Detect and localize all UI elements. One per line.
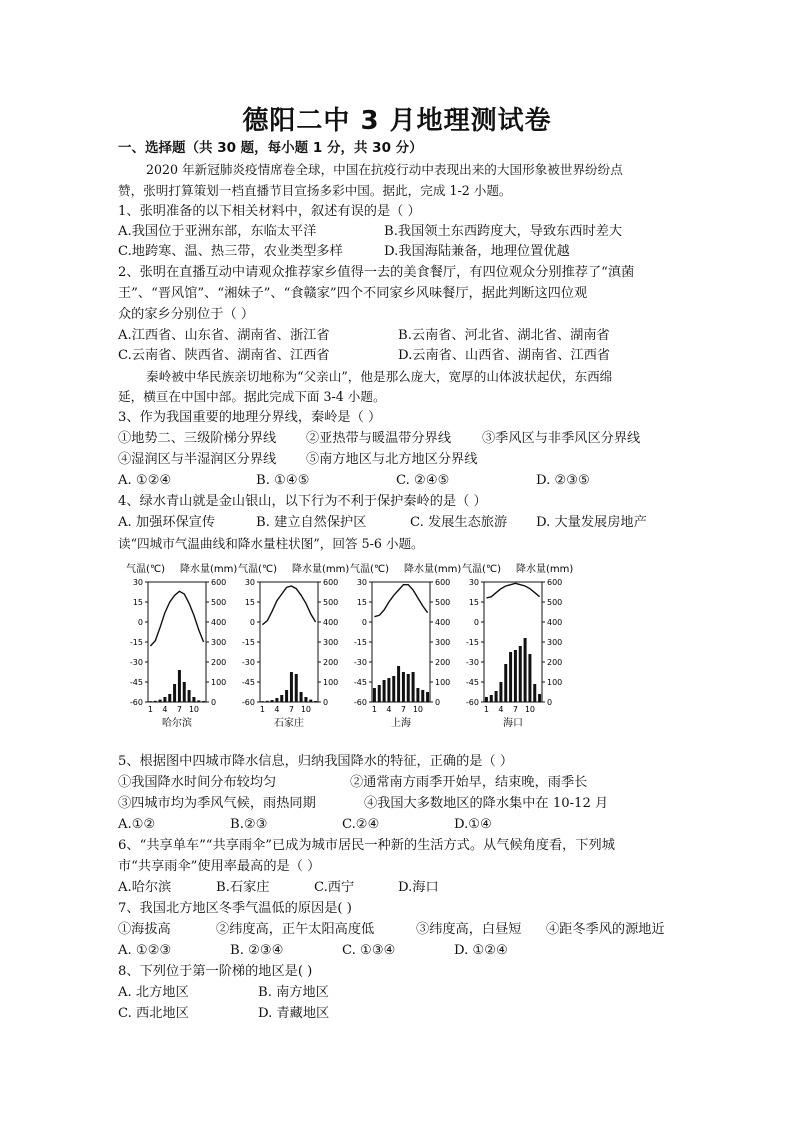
question-5-options: [118, 815, 678, 835]
precipitation-bar: [392, 676, 395, 702]
question-3-stem: 3、作为我国重要的地理分界线，秦岭是（ ）: [118, 410, 382, 425]
precipitation-bar: [309, 700, 312, 702]
question-6-stem-cont: 市“共享雨伞”使用率最高的是（ ）: [118, 859, 321, 874]
option-d[interactable]: D.海口: [398, 880, 439, 895]
precipitation-bar: [266, 701, 269, 702]
question-3-statements-row2: [118, 450, 678, 470]
question-2-options-row2: [118, 346, 678, 366]
option-c[interactable]: C.②④: [342, 817, 380, 832]
precipitation-bar: [509, 652, 512, 702]
option-b[interactable]: B.云南省、河北省、湖北省、湖南省: [398, 328, 610, 343]
climate-chart-3: [350, 562, 461, 729]
precipitation-tick-label: 200: [323, 658, 339, 667]
precipitation-bar: [504, 664, 507, 702]
precipitation-bar: [387, 678, 390, 702]
question-3-options: [118, 471, 678, 491]
month-tick-label: 10: [412, 705, 424, 714]
statement-1: ①地势二、三级阶梯分界线: [118, 431, 277, 446]
plot-frame: [372, 582, 430, 702]
precipitation-tick-label: 0: [435, 698, 441, 707]
precipitation-tick-label: 300: [211, 638, 227, 647]
precipitation-bar: [490, 695, 493, 702]
option-a[interactable]: A. ①②④: [118, 473, 172, 488]
temperature-tick-label: -15: [465, 638, 479, 647]
intro-paragraph-1: 2020 年新冠肺炎疫情席卷全球，中国在抗疫行动中表现出来的大国形象被世界纷纷点: [146, 162, 623, 177]
precipitation-bar: [154, 701, 157, 702]
option-d[interactable]: D. ②③⑤: [536, 473, 590, 488]
statement-2: ②亚热带与暖温带分界线: [306, 431, 452, 446]
intro-paragraph-1-cont: 赞，张明打算策划一档直播节目宣扬多彩中国。据此，完成 1-2 小题。: [118, 183, 512, 198]
precipitation-bar: [407, 674, 410, 702]
question-1-stem: 1、张明准备的以下相关材料中，叙述有误的是（ ）: [118, 204, 421, 219]
option-a[interactable]: A. 加强环保宣传: [118, 515, 216, 530]
axis-label-precipitation: 降水量(mm): [180, 564, 238, 575]
intro-paragraph-2-cont: 延，横亘在中国中部。据此完成下面 3-4 小题。: [118, 389, 386, 404]
month-tick-label: 7: [400, 705, 406, 714]
question-2-stem-cont2: 众的家乡分别位于（ ）: [118, 307, 255, 322]
option-b[interactable]: B. 南方地区: [258, 985, 329, 1000]
option-c[interactable]: C.云南省、陕西省、湖南省、江西省: [118, 348, 330, 363]
month-tick-label: 4: [498, 705, 504, 714]
section-heading: 一、选择题（共 30 题，每小题 1 分，共 30 分）: [118, 140, 423, 156]
option-d[interactable]: D. 大量发展房地产: [536, 515, 647, 530]
precipitation-tick-label: 200: [435, 658, 451, 667]
precipitation-tick-label: 100: [547, 678, 563, 687]
month-tick-label: 4: [274, 705, 280, 714]
precipitation-bar: [163, 697, 166, 702]
month-tick-label: 1: [371, 705, 377, 714]
climate-charts: [120, 560, 574, 735]
month-tick-label: 1: [259, 705, 265, 714]
option-a[interactable]: A.我国位于亚洲东部，东临太平洋: [118, 224, 317, 239]
precipitation-tick-label: 0: [323, 698, 329, 707]
temperature-tick-label: 30: [468, 578, 479, 587]
axis-label-temperature: 气温(℃): [462, 564, 502, 575]
precipitation-tick-label: 200: [211, 658, 227, 667]
precipitation-bar: [485, 697, 488, 702]
option-d[interactable]: D.①④: [454, 817, 492, 832]
precipitation-bar: [261, 701, 264, 702]
statement-2: ②纬度高，正午太阳高度低: [216, 922, 375, 937]
precipitation-bar: [271, 700, 274, 702]
option-c[interactable]: C. ②④⑤: [396, 473, 450, 488]
temperature-tick-label: -60: [129, 698, 143, 707]
precipitation-bar: [421, 690, 424, 702]
temperature-tick-label: 0: [137, 618, 143, 627]
precipitation-tick-label: 400: [435, 618, 451, 627]
question-7-stem: 7、我国北方地区冬季气温低的原因是( ): [118, 901, 352, 916]
month-tick-label: 4: [162, 705, 168, 714]
statement-3: ③纬度高，白昼短: [416, 922, 522, 937]
precipitation-tick-label: 200: [547, 658, 563, 667]
precipitation-bar: [285, 690, 288, 702]
precipitation-bar: [168, 694, 171, 702]
axis-label-precipitation: 降水量(mm): [516, 564, 574, 575]
precipitation-tick-label: 600: [547, 578, 563, 587]
option-d[interactable]: D. 青藏地区: [258, 1006, 330, 1021]
temperature-tick-label: -30: [129, 658, 143, 667]
statement-4: ④我国大多数地区的降水集中在 10-12 月: [364, 796, 609, 811]
temperature-tick-label: 30: [132, 578, 143, 587]
temperature-curve: [262, 586, 315, 625]
option-d[interactable]: D.云南省、山西省、湖南省、江西省: [398, 348, 611, 363]
precipitation-tick-label: 400: [211, 618, 227, 627]
temperature-tick-label: -30: [353, 658, 367, 667]
question-8-options-row1: [118, 983, 678, 1003]
precipitation-bar: [519, 646, 522, 702]
temperature-tick-label: 0: [249, 618, 255, 627]
option-c[interactable]: C. 发展生态旅游: [410, 515, 508, 530]
precipitation-bar: [383, 680, 386, 702]
precipitation-tick-label: 400: [323, 618, 339, 627]
statement-1: ①我国降水时间分布较均匀: [118, 775, 277, 790]
option-b[interactable]: B. 建立自然保护区: [256, 515, 367, 530]
temperature-tick-label: -30: [465, 658, 479, 667]
temperature-tick-label: 30: [356, 578, 367, 587]
option-a[interactable]: A.江西省、山东省、湖南省、浙江省: [118, 328, 330, 343]
month-tick-label: 7: [288, 705, 294, 714]
precipitation-bar: [149, 701, 152, 702]
option-a[interactable]: A.哈尔滨: [118, 880, 172, 895]
precipitation-bar: [197, 700, 200, 702]
statement-3: ③季风区与非季风区分界线: [482, 431, 641, 446]
option-b[interactable]: B.②③: [230, 817, 268, 832]
temperature-tick-label: -60: [465, 698, 479, 707]
precipitation-tick-label: 400: [547, 618, 563, 627]
option-d[interactable]: D.我国海陆兼备，地理位置优越: [384, 244, 570, 259]
climate-chart-1: [126, 562, 237, 729]
precipitation-tick-label: 600: [211, 578, 227, 587]
precipitation-bar: [295, 674, 298, 702]
climate-chart-4: [462, 562, 573, 729]
temperature-tick-label: 0: [473, 618, 479, 627]
temperature-tick-label: -45: [465, 678, 479, 687]
statement-2: ②通常南方雨季开始早，结束晚，雨季长: [350, 775, 588, 790]
city-name-label: 石家庄: [274, 718, 304, 729]
precipitation-bar: [514, 650, 517, 702]
question-5-statements-row2: [118, 794, 678, 814]
statement-5: ⑤南方地区与北方地区分界线: [306, 452, 478, 467]
question-8-stem: 8、下列位于第一阶梯的地区是( ): [118, 964, 313, 979]
month-tick-label: 1: [483, 705, 489, 714]
precipitation-tick-label: 100: [435, 678, 451, 687]
precipitation-bar: [402, 672, 405, 702]
precipitation-tick-label: 100: [211, 678, 227, 687]
option-a[interactable]: A. ①②③: [118, 943, 172, 958]
precipitation-bar: [495, 691, 498, 702]
option-b[interactable]: B.石家庄: [216, 880, 270, 895]
option-c[interactable]: C. 西北地区: [118, 1006, 189, 1021]
precipitation-bar: [397, 666, 400, 702]
option-c[interactable]: C. ①③④: [342, 943, 396, 958]
option-b[interactable]: B. ①④⑤: [256, 473, 310, 488]
precipitation-tick-label: 0: [211, 698, 217, 707]
city-name-label: 哈尔滨: [162, 718, 192, 729]
month-tick-label: 4: [386, 705, 392, 714]
question-6-stem: 6、“共享单车”“共享雨伞”已成为城市居民一种新的生活方式。从气候角度看，下列城: [118, 838, 615, 853]
precipitation-bar: [173, 684, 176, 702]
option-c[interactable]: C.地跨寒、温、热三带，农业类型多样: [118, 244, 343, 259]
month-tick-label: 1: [147, 705, 153, 714]
temperature-tick-label: 30: [244, 578, 255, 587]
month-tick-label: 7: [512, 705, 518, 714]
city-name-label: 海口: [503, 718, 523, 729]
month-tick-label: 7: [176, 705, 182, 714]
option-c[interactable]: C.西宁: [314, 880, 355, 895]
statement-4: ④湿润区与半湿润区分界线: [118, 452, 277, 467]
intro-paragraph-3: 读“四城市气温曲线和降水量柱状图”，回答 5-6 小题。: [118, 536, 424, 551]
axis-label-temperature: 气温(℃): [350, 564, 390, 575]
temperature-tick-label: -45: [353, 678, 367, 687]
precipitation-tick-label: 300: [435, 638, 451, 647]
question-8-options-row2: [118, 1004, 678, 1024]
precipitation-bar: [524, 638, 527, 702]
intro-paragraph-2: 秦岭被中华民族亲切地称为“父亲山”，他是那么庞大，宽厚的山体波状起伏，东西绵: [146, 369, 613, 384]
temperature-tick-label: -15: [129, 638, 143, 647]
plot-frame: [148, 582, 206, 702]
precipitation-bar: [290, 672, 293, 702]
temperature-curve: [486, 583, 539, 598]
precipitation-bar: [314, 701, 317, 702]
plot-frame: [260, 582, 318, 702]
precipitation-bar: [412, 672, 415, 702]
question-2-stem-cont: 王”、“晋风馆”、“湘妹子”、“食赣家”四个不同家乡风味餐厅，据此判断这四位观: [118, 286, 588, 301]
month-tick-label: 10: [300, 705, 312, 714]
precipitation-bar: [300, 692, 303, 702]
city-name-label: 上海: [391, 718, 411, 729]
question-1-options-row1: [118, 222, 678, 242]
precipitation-bar: [275, 698, 278, 702]
precipitation-tick-label: 500: [211, 598, 227, 607]
question-2-options-row1: [118, 326, 678, 346]
precipitation-tick-label: 300: [547, 638, 563, 647]
option-a[interactable]: A. 北方地区: [118, 985, 189, 1000]
month-tick-label: 10: [524, 705, 536, 714]
precipitation-tick-label: 600: [323, 578, 339, 587]
question-7-options: [118, 941, 678, 961]
option-a[interactable]: A.①②: [118, 817, 156, 832]
precipitation-bar: [499, 682, 502, 702]
temperature-tick-label: -45: [241, 678, 255, 687]
precipitation-bar: [528, 654, 531, 702]
temperature-tick-label: 15: [356, 598, 367, 607]
temperature-tick-label: 15: [468, 598, 479, 607]
temperature-tick-label: 0: [361, 618, 367, 627]
statement-4: ④距冬季风的源地近: [546, 922, 665, 937]
axis-label-temperature: 气温(℃): [238, 564, 278, 575]
page-title: 德阳二中 3 月地理测试卷: [242, 106, 552, 136]
precipitation-tick-label: 500: [323, 598, 339, 607]
precipitation-tick-label: 0: [547, 698, 553, 707]
question-5-statements-row1: [118, 773, 678, 793]
precipitation-bar: [188, 690, 191, 702]
axis-label-precipitation: 降水量(mm): [292, 564, 350, 575]
precipitation-bar: [304, 697, 307, 702]
temperature-tick-label: 15: [132, 598, 143, 607]
temperature-tick-label: -15: [353, 638, 367, 647]
option-b[interactable]: B.我国领土东西跨度大，导致东西时差大: [384, 224, 623, 239]
precipitation-bar: [533, 684, 536, 702]
precipitation-bar: [538, 694, 541, 702]
axis-label-temperature: 气温(℃): [126, 564, 166, 575]
precipitation-tick-label: 300: [323, 638, 339, 647]
precipitation-bar: [192, 697, 195, 702]
temperature-tick-label: -45: [129, 678, 143, 687]
climate-chart-2: [238, 562, 349, 729]
precipitation-tick-label: 500: [435, 598, 451, 607]
precipitation-bar: [183, 682, 186, 702]
precipitation-bar: [280, 695, 283, 702]
option-b[interactable]: B. ②③④: [230, 943, 284, 958]
month-tick-label: 10: [188, 705, 200, 714]
question-4-stem: 4、绿水青山就是金山银山，以下行为不利于保护秦岭的是（ ）: [118, 494, 487, 509]
temperature-curve: [374, 585, 427, 617]
question-5-stem: 5、根据图中四城市降水信息，归纳我国降水的特征，正确的是（ ）: [118, 754, 514, 769]
temperature-tick-label: -60: [353, 698, 367, 707]
question-3-statements-row1: [118, 429, 678, 449]
statement-1: ①海拔高: [118, 922, 171, 937]
precipitation-bar: [373, 688, 376, 702]
precipitation-bar: [202, 701, 205, 702]
axis-label-precipitation: 降水量(mm): [404, 564, 462, 575]
precipitation-bar: [416, 688, 419, 702]
precipitation-tick-label: 500: [547, 598, 563, 607]
precipitation-bar: [159, 700, 162, 702]
question-4-options: [118, 513, 678, 533]
temperature-curve: [150, 591, 203, 646]
option-d[interactable]: D. ①②④: [454, 943, 508, 958]
question-1-options-row2: [118, 242, 678, 262]
statement-3: ③四城市均为季风气候，雨热同期: [118, 796, 316, 811]
temperature-tick-label: 15: [244, 598, 255, 607]
precipitation-bar: [378, 685, 381, 702]
question-2-stem: 2、张明在直播互动中请观众推荐家乡值得一去的美食餐厅，有四位观众分别推荐了“滇菌: [118, 265, 635, 280]
temperature-tick-label: -15: [241, 638, 255, 647]
precipitation-bar: [178, 670, 181, 702]
temperature-tick-label: -60: [241, 698, 255, 707]
precipitation-tick-label: 600: [435, 578, 451, 587]
temperature-tick-label: -30: [241, 658, 255, 667]
precipitation-tick-label: 100: [323, 678, 339, 687]
question-7-statements: [118, 920, 678, 940]
question-6-options: [118, 878, 678, 898]
precipitation-bar: [426, 692, 429, 702]
